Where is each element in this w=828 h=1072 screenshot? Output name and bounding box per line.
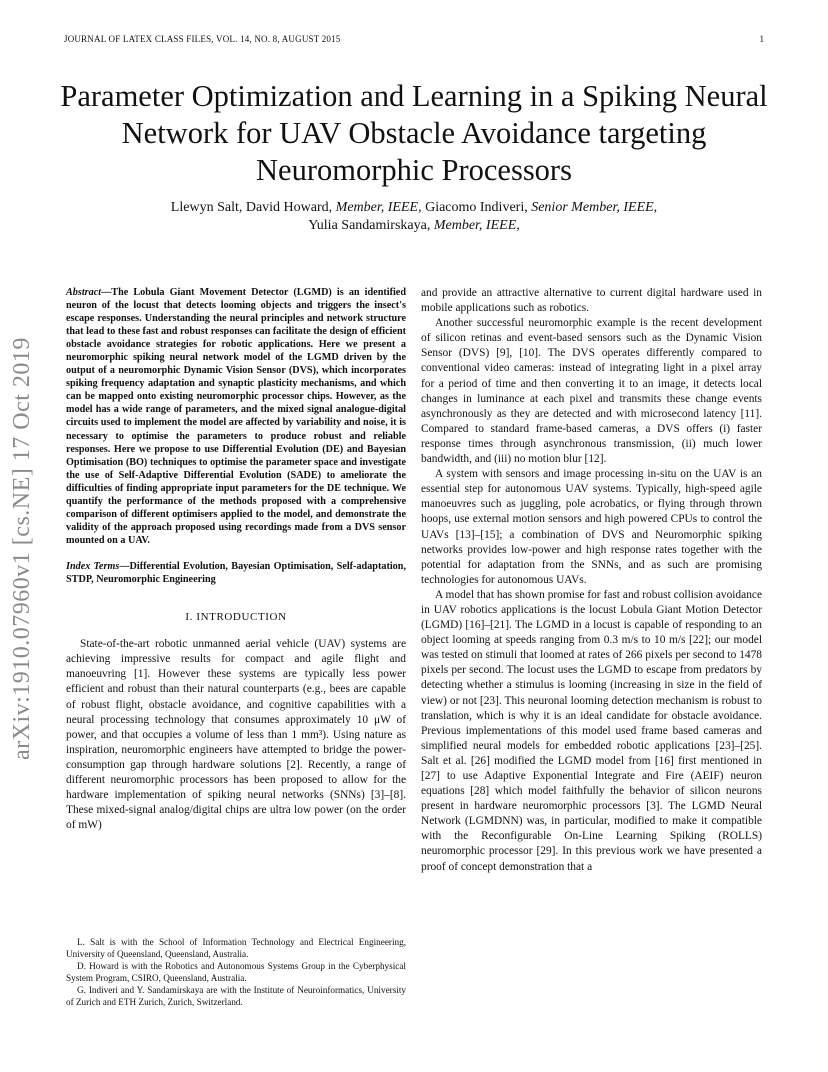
page-number: 1 [759,34,764,44]
abstract-label: Abstract [66,287,102,298]
body-paragraph: and provide an attractive alternative to current digital hardware used in mobile applications such as robotics. [421,287,762,315]
paper-title: Parameter Optimization and Learning in a Spiking Neural Network for UAV Obstacle Avoidance targeting Neuromorphic Processors [60,79,768,187]
body-paragraph: Another successful neuromorphic example is the recent development of silicon retinas and event-based sensors such as the Dynamic Vision Sensor (DVS) [9], [10]. The DVS operates differently compared to conventional video cameras: instead of integrating light in a pixel array for a period of time and then converting it to an image, it detects local changes in luminance at each pixel and transmits these change events asynchronously as they are detected and with microsecond latency [11]. Compared to standard frame-based cameras, a DVS offers (i) faster response times through asynchronous transmission, (ii) much lower bandwidth, and (iii) no motion blur [12]. [421,317,762,466]
footnote: D. Howard is with the Robotics and Autonomous Systems Group in the Cyberphysical System Program, CSIRO, Queensland, Australia. [66,961,406,984]
author-names-b: Giacomo Indiveri, [421,200,532,215]
footnote: L. Salt is with the School of Information Technology and Electrical Engineering, University of Queensland, Queensland, Australia. [66,937,406,960]
index-terms-text: —Differential Evolution, Bayesian Optimisation, Self-adaptation, STDP, Neuromorphic Engineering [66,560,406,585]
body-paragraph: A system with sensors and image processing in-situ on the UAV is an essential step for autonomous UAV systems. Typically, high-speed agile manoeuvres such as juggling, pole acrobatics, or flying through thrown hoops, use external motion sensors and high powered CPUs to control the UAVs [13]–[15]; a combination of DVS and Neuromorphic spiking networks provides low-power and high response rates together with the potential for adaptation from the SNNs, and as such are promising technologies for autonomous UAVs. [421,468,762,586]
index-terms-label: Index Terms [66,560,120,572]
author-names-c: Yulia Sandamirskaya, [308,218,434,233]
author-affil-a: Member, IEEE, [335,200,422,215]
right-column [421,286,762,875]
abstract-text: —The Lobula Giant Movement Detector (LGMD) is an identified neuron of the locust that detects looming objects and triggers the insect's escape responses. Understanding the neural principles and network structure that lead to these fast and robust responses can facilitate the design of efficient obstacle avoidance strategies for robotic applications. Here we present a neuromorphic spiking neural network model of the LGMD driven by the output of a neuromorphic Dynamic Vision Sensor (DVS), which incorporates spiking frequency adaptation and synaptic plasticity mechanisms, and which can be mapped onto existing neuromorphic processor chips. However, as the model has a wide range of parameters, and the mixed signal analogue-digital circuits used to implement the model are affected by variability and noise, it is necessary to optimise the parameters to produce robust and reliable responses. Here we propose to use Differential Evolution (DE) and Bayesian Optimisation (BO) techniques to optimise the parameter space and investigate the use of Self-Adaptive Differential Evolution (SADE) to ameliorate the difficulties of finding appropriate input parameters for the DE technique. We quantify the performance of the methods proposed with a comprehensive comparison of different optimisers applied to the model, and demonstrate the validity of the approach proposed using recordings made from a DVS sensor mounted on a UAV. [66,287,406,546]
author-line-2 [60,217,768,235]
author-line-1 [60,199,768,217]
author-affil-c: Member, IEEE, [433,218,520,233]
section-heading-introduction: I. INTRODUCTION [185,611,287,624]
body-paragraph: A model that has shown promise for fast and robust collision avoidance in UAV robotics applications is the locust Lobula Giant Motion Detector (LGMD) [16]–[21]. The LGMD in a locust is capable of responding to an object looming at speeds ranging from 0.3 m/s to 10 m/s [22]; our model was tested on stimuli that loomed at rates of 266 pixels per second to 1478 pixels per second. The locust uses the LGMD to escape from predators by detecting whether a stimulus is looming (increasing in size in the field of view) or not [23]. This neuronal looming detection mechanism is robust to translation, which is why it is an ideal candidate for obstacle avoidance. Previous implementations of this model used frame based cameras and simplified neural models for embedded robotic applications [23]–[25]. Salt et al. [26] modified the LGMD model from [16] first mentioned in [27] to use Adaptive Exponential Integrate and Fire (AEIF) neuron equations [28] which model faithfully the behavior of silicon neurons present in hardware neuromorphic processors [3]. The LGMD Neural Network (LGMDNN) was, in particular, modified to make it compatible with the Reconfigurable On-Line Learning Spiking (ROLLS) neuromorphic processor [29]. In this previous work we have presented a proof of concept demonstration that a [421,588,762,873]
index-terms [66,560,406,586]
arxiv-stamp: arXiv:1910.07960v1 [cs.NE] 17 Oct 2019 [9,337,35,760]
author-list [60,199,768,235]
footnote: G. Indiveri and Y. Sandamirskaya are with the Institute of Neuroinformatics, University of Zurich and ETH Zurich, Zurich, Switzerland. [66,985,406,1008]
footnotes [66,936,406,1009]
running-header: JOURNAL OF LATEX CLASS FILES, VOL. 14, NO. 8, AUGUST 2015 [64,34,341,44]
author-affil-b: Senior Member, IEEE, [531,200,658,215]
left-column [66,286,406,833]
abstract [66,286,406,547]
author-names-a: Llewyn Salt, David Howard, [170,200,336,215]
body-paragraph: State-of-the-art robotic unmanned aerial vehicle (UAV) systems are achieving impressive results for compact and agile flight and manoeuvring [1]. However these systems are typically less power efficient and robust than their natural counterparts (e.g., bees are capable of robust flight, obstacle avoidance, and cognitive capabilities with a neural processing technology that consumes approximately 10 μW of power, and that occupies a volume of less than 1 mm³). Using nature as inspiration, neuromorphic engineers have attempted to bridge the power-consumption gap through hardware solutions [2]. Recently, a range of different neuromorphic processors has been proposed to allow for the hardware implementation of spiking neural networks (SNNs) [3]–[8]. These mixed-signal analog/digital chips are ultra low power (on the order of mW) [66,638,406,832]
